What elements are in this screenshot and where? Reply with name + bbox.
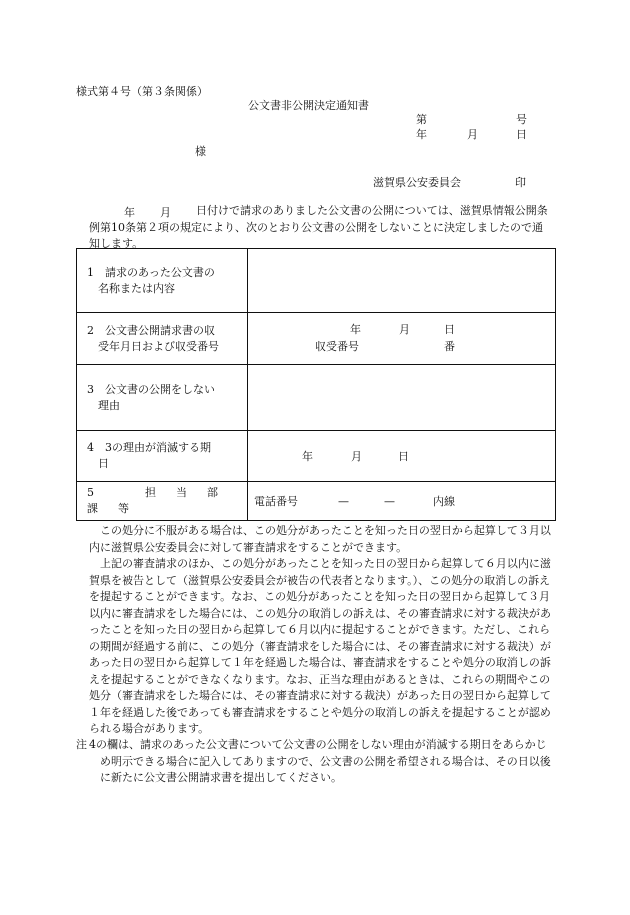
table-row	[77, 313, 556, 365]
row5-label	[77, 482, 248, 521]
row1-label-line1: 1 請求のあった公文書の	[87, 265, 215, 279]
phone-dash-1: —	[338, 495, 349, 508]
row3-label	[77, 365, 248, 431]
row2-label-line2: 受年月日および収受番号	[98, 339, 219, 353]
footnote-text: 4の欄は、請求のあった公文書について公文書の公開をしない理由が消滅する期日をあらかじめ明示できる場合に記入してありますので、公文書の公開を希望される場合は、その日以後に新たに公文書公開請求書を提出してください。	[89, 738, 551, 784]
row2-label	[77, 313, 248, 365]
row4-label-line2: 日	[98, 457, 109, 470]
row4-year: 年	[302, 450, 313, 463]
row3-value	[248, 365, 556, 431]
table-row	[77, 365, 556, 431]
extension-label: 内線	[433, 495, 455, 508]
seal-mark: 印	[515, 176, 526, 189]
row1-value	[248, 249, 556, 313]
row1-label-line2: 名称または内容	[98, 281, 175, 295]
document-title: 公文書非公開決定通知書	[248, 99, 369, 112]
issuer-name: 滋賀県公安委員会	[373, 176, 461, 189]
row2-day: 日	[444, 323, 455, 336]
footnote-label: 注	[76, 738, 87, 751]
phone-label: 電話番号	[254, 495, 298, 508]
row4-month: 月	[351, 450, 362, 463]
row4-label-line1: 4 3の理由が消滅する期	[87, 441, 211, 454]
row5-value	[248, 482, 556, 521]
footnote	[76, 737, 551, 787]
doc-date-day: 日	[516, 128, 527, 141]
doc-number-suffix: 号	[516, 113, 527, 126]
doc-number-prefix: 第	[416, 113, 427, 126]
table-row	[77, 482, 556, 521]
table-row	[77, 431, 556, 482]
row4-day: 日	[398, 450, 409, 463]
doc-date-month: 月	[467, 128, 478, 141]
row2-label-line1: 2 公文書公開請求書の収	[87, 323, 215, 337]
intro-year: 年	[124, 206, 135, 219]
row1-label	[77, 249, 248, 313]
row4-value	[248, 431, 556, 482]
row4-label	[77, 431, 248, 482]
doc-date-year: 年	[416, 128, 427, 141]
table-row	[77, 249, 556, 313]
phone-dash-2: —	[384, 495, 395, 508]
row2-receipt-label: 収受番号	[315, 340, 359, 353]
notice-paragraph-1: この処分に不服がある場合は、この処分があったことを知った日の翌日から起算して３月以内に滋賀県公安委員会に対して審査請求をすることができます。	[89, 524, 551, 554]
intro-month: 月	[160, 206, 171, 219]
row2-value	[248, 313, 556, 365]
row5-label-text: 5 担当部課等	[87, 486, 238, 515]
row2-month: 月	[399, 323, 410, 336]
row2-receipt-suffix: 番	[444, 340, 455, 353]
addressee-suffix: 様	[195, 145, 206, 158]
form-number: 様式第４号（第３条関係）	[76, 85, 208, 98]
row2-year: 年	[350, 323, 361, 336]
row3-label-line1: 3 公文書の公開をしない	[87, 382, 215, 396]
row3-label-line2: 理由	[98, 398, 120, 412]
notice-paragraph-2: 上記の審査請求のほか、この処分があったことを知った日の翌日から起算して６月以内に滋賀県を被告として（滋賀県公安委員会が被告の代表者となります。）、この処分の取消しの訴えを提起することができます。なお、この処分があったことを知った日の翌日から起算して３月以内に審査請求をした場合には、この処分の取消しの訴えは、その審査請求に対する裁決があったことを知った日の翌日から起算して６月以内に提起することができます。ただし、これらの期間が経過する前に、この処分（審査請求をした場合には、その審査請求に対する裁決）があった日の翌日から起算して１年を経過した場合は、審査請求をすることや処分の取消しの訴えを提起することができなくなります。なお、正当な理由があるときは、これらの期間やこの処分（審査請求をした場合には、その審査請求に対する裁決）があった日の翌日から起算して１年を経過した後であっても審査請求をすることや処分の取消しの訴えを提起することが認められる場合があります。	[89, 557, 551, 735]
intro-text: 日付けで請求のありました公文書の公開については、滋賀県情報公開条例第10条第２項の規定により、次のとおり公文書の公開をしないことに決定しましたので通知します。	[89, 204, 548, 250]
form-table	[76, 248, 556, 521]
